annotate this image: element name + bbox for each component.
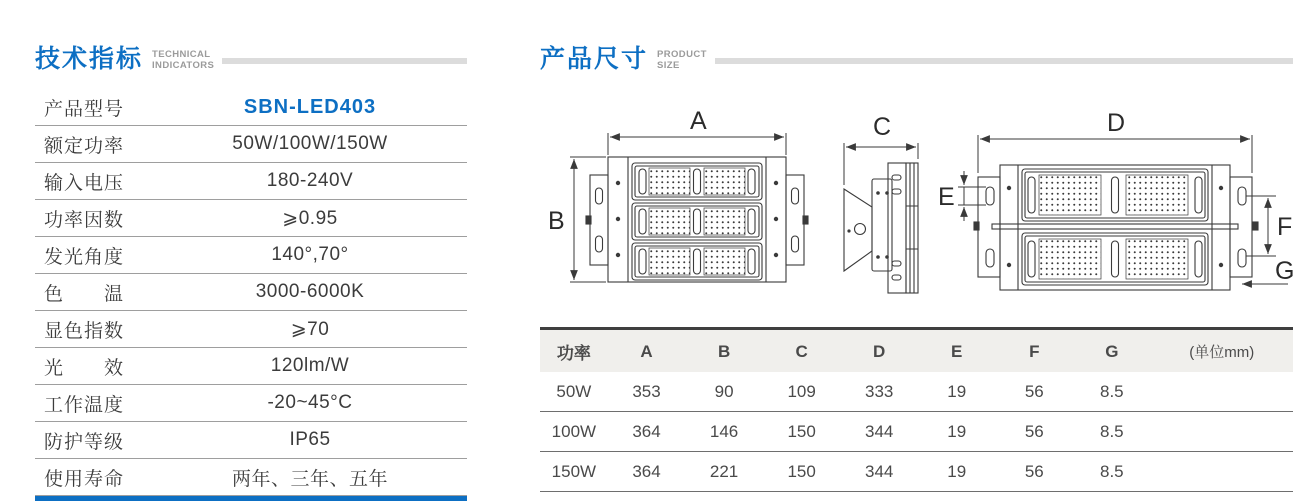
dimension-d bbox=[978, 135, 1252, 173]
cell-power: 150W bbox=[540, 452, 608, 492]
col-header-f: F bbox=[996, 329, 1074, 373]
col-header-c: C bbox=[763, 329, 841, 373]
spec-value: 120lm/W bbox=[270, 355, 350, 376]
spec-value: 180-240V bbox=[266, 170, 354, 191]
unit-note: (单位mm) bbox=[1151, 329, 1293, 373]
spec-row-ip-rating bbox=[35, 422, 467, 459]
dimension-table-header-row bbox=[540, 329, 1293, 373]
spec-row-working-temp bbox=[35, 385, 467, 422]
side-view-drawing bbox=[844, 113, 918, 293]
spec-value: 3000-6000K bbox=[255, 281, 365, 302]
size-section-subtitle bbox=[657, 49, 707, 71]
cell-g: 8.5 bbox=[1073, 412, 1151, 452]
spec-row-color-temp bbox=[35, 274, 467, 311]
tech-subtitle-line2: INDICATORS bbox=[152, 60, 215, 71]
spec-value: -20~45°C bbox=[267, 392, 353, 413]
cell-d: 333 bbox=[840, 372, 918, 412]
cell-b: 221 bbox=[685, 452, 763, 492]
spec-label: 产品型号 bbox=[44, 98, 125, 120]
cell-b: 90 bbox=[685, 372, 763, 412]
cell-e: 19 bbox=[918, 372, 996, 412]
dim-label-b: B bbox=[548, 207, 565, 235]
spec-row-model bbox=[35, 89, 467, 126]
dim-label-a: A bbox=[690, 107, 707, 135]
dimension-f bbox=[1246, 196, 1276, 256]
spec-table bbox=[35, 89, 467, 501]
spec-value: IP65 bbox=[289, 429, 331, 450]
cell-d: 344 bbox=[840, 412, 918, 452]
size-subtitle-line2: SIZE bbox=[657, 60, 680, 71]
spec-label: 工作温度 bbox=[44, 394, 125, 416]
spec-label: 色 温 bbox=[44, 283, 125, 305]
header-divider-line bbox=[222, 58, 467, 64]
size-subtitle-line1: PRODUCT bbox=[657, 49, 707, 60]
cell-d: 344 bbox=[840, 452, 918, 492]
spec-row-rated-power bbox=[35, 126, 467, 163]
spec-label: 显色指数 bbox=[44, 320, 125, 342]
spec-value: 50W/100W/150W bbox=[232, 133, 388, 154]
cell-a: 364 bbox=[608, 452, 686, 492]
cell-unit-blank bbox=[1151, 452, 1293, 492]
spec-label: 光 效 bbox=[44, 357, 125, 379]
technical-drawing-svg bbox=[540, 83, 1293, 313]
product-size-section bbox=[540, 45, 1293, 492]
dim-label-e: E bbox=[938, 183, 955, 211]
spec-row-efficacy bbox=[35, 348, 467, 385]
col-header-e: E bbox=[918, 329, 996, 373]
cell-c: 150 bbox=[763, 412, 841, 452]
spec-label: 额定功率 bbox=[44, 135, 125, 157]
dim-label-f: F bbox=[1277, 213, 1293, 241]
spec-label: 发光角度 bbox=[44, 246, 125, 268]
col-header-power: 功率 bbox=[540, 329, 608, 373]
cell-unit-blank bbox=[1151, 372, 1293, 412]
cell-power: 100W bbox=[540, 412, 608, 452]
tech-section-header bbox=[35, 45, 467, 79]
tech-subtitle-line1: TECHNICAL bbox=[152, 49, 211, 60]
cell-a: 364 bbox=[608, 412, 686, 452]
cell-f: 56 bbox=[996, 412, 1074, 452]
technical-indicators-section bbox=[35, 45, 467, 501]
cell-b: 146 bbox=[685, 412, 763, 452]
col-header-g: G bbox=[1073, 329, 1151, 373]
tech-section-subtitle bbox=[152, 49, 214, 71]
cell-g: 8.5 bbox=[1073, 452, 1151, 492]
dim-label-g: G bbox=[1275, 257, 1293, 285]
cell-a: 353 bbox=[608, 372, 686, 412]
spec-label: 防护等级 bbox=[44, 431, 125, 453]
cell-e: 19 bbox=[918, 412, 996, 452]
spec-row-input-voltage bbox=[35, 163, 467, 200]
cell-e: 19 bbox=[918, 452, 996, 492]
col-header-b: B bbox=[685, 329, 763, 373]
dim-label-d: D bbox=[1107, 109, 1126, 137]
spec-label: 输入电压 bbox=[44, 172, 125, 194]
header-divider-line bbox=[715, 58, 1293, 64]
spec-label: 使用寿命 bbox=[44, 468, 125, 490]
tech-section-title: 技术指标 bbox=[35, 45, 144, 73]
spec-value: 两年、三年、五年 bbox=[231, 468, 388, 490]
spec-value: 140°,70° bbox=[271, 244, 349, 265]
table-row-50w bbox=[540, 372, 1293, 412]
spec-value: ⩾0.95 bbox=[282, 207, 338, 229]
spec-value: ⩾70 bbox=[290, 318, 330, 340]
table-bottom-accent-bar bbox=[35, 496, 467, 501]
spec-row-cri bbox=[35, 311, 467, 348]
spec-row-beam-angle bbox=[35, 237, 467, 274]
col-header-d: D bbox=[840, 329, 918, 373]
cell-c: 150 bbox=[763, 452, 841, 492]
dimension-e bbox=[958, 171, 986, 221]
size-section-title: 产品尺寸 bbox=[540, 45, 649, 73]
table-row-150w bbox=[540, 452, 1293, 492]
dimension-a bbox=[608, 133, 786, 155]
front-view-drawing bbox=[548, 107, 808, 282]
wide-front-view-drawing bbox=[938, 109, 1293, 290]
table-row-100w bbox=[540, 412, 1293, 452]
cell-f: 56 bbox=[996, 372, 1074, 412]
dim-label-c: C bbox=[873, 113, 892, 141]
dimension-drawings bbox=[540, 83, 1293, 313]
cell-unit-blank bbox=[1151, 412, 1293, 452]
spec-row-power-factor bbox=[35, 200, 467, 237]
spec-label: 功率因数 bbox=[44, 209, 125, 231]
cell-g: 8.5 bbox=[1073, 372, 1151, 412]
cell-c: 109 bbox=[763, 372, 841, 412]
product-model-value: SBN-LED403 bbox=[243, 95, 377, 118]
col-header-a: A bbox=[608, 329, 686, 373]
cell-power: 50W bbox=[540, 372, 608, 412]
size-section-header bbox=[540, 45, 1293, 79]
dimension-table bbox=[540, 327, 1293, 492]
spec-row-lifespan bbox=[35, 459, 467, 496]
cell-f: 56 bbox=[996, 452, 1074, 492]
